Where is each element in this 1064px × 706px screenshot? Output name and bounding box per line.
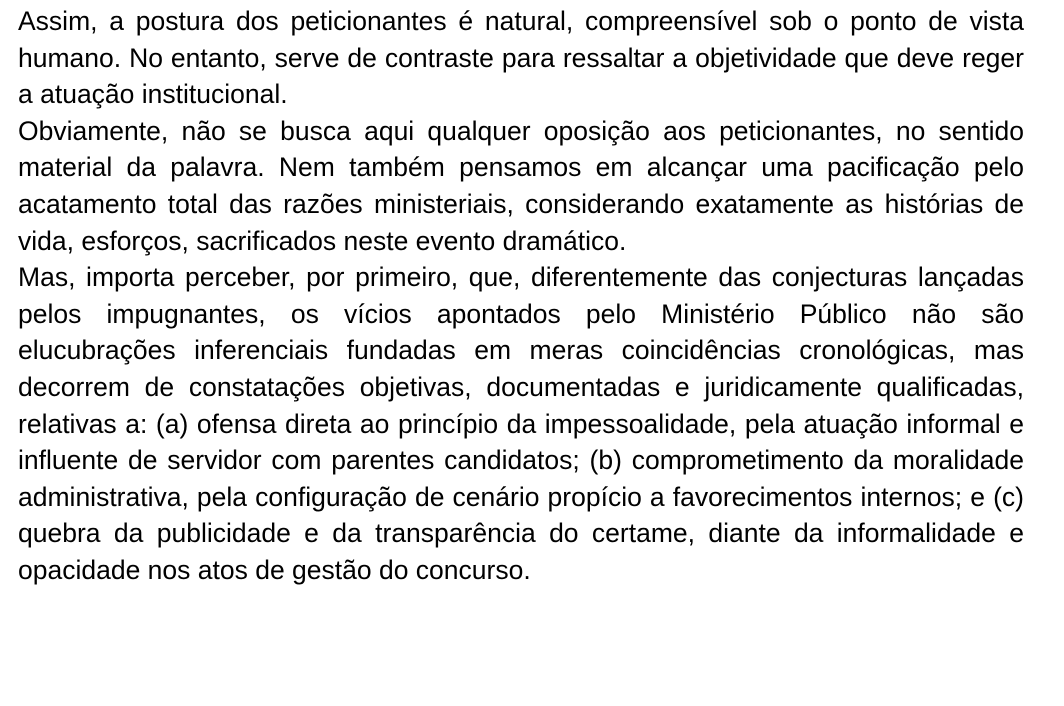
paragraph-1: Assim, a postura dos peticionantes é natural, compreensível sob o ponto de vista humano. No entanto, serve de contraste para ressaltar a objetividade que deve reger a atuação institucional. [18, 6, 1024, 110]
document-body [18, 3, 1024, 589]
paragraph-2: Obviamente, não se busca aqui qualquer oposição aos peticionantes, no sentido material da palavra. Nem também pensamos em alcançar uma pacificação pelo acatamento total das razões ministeriais, considerando exatamente as histórias de vida, esforços, sacrificados neste evento dramático. [18, 115, 1024, 256]
paragraph-3: Mas, importa perceber, por primeiro, que, diferentemente das conjecturas lançadas pelos impugnantes, os vícios apontados pelo Ministério Público não são elucubrações inferenciais fundadas em meras coincidências cronológicas, mas decorrem de constatações objetivas, documentadas e juridicamente qualificadas, relativas a: (a) ofensa direta ao princípio da impessoalidade, pela atuação informal e influente de servidor com parentes candidatos; (b) comprometimento da moralidade administrativa, pela configuração de cenário propício a favorecimentos internos; e (c) quebra da publicidade e da transparência do certame, diante da informalidade e opacidade nos atos de gestão do concurso. [18, 262, 1024, 585]
